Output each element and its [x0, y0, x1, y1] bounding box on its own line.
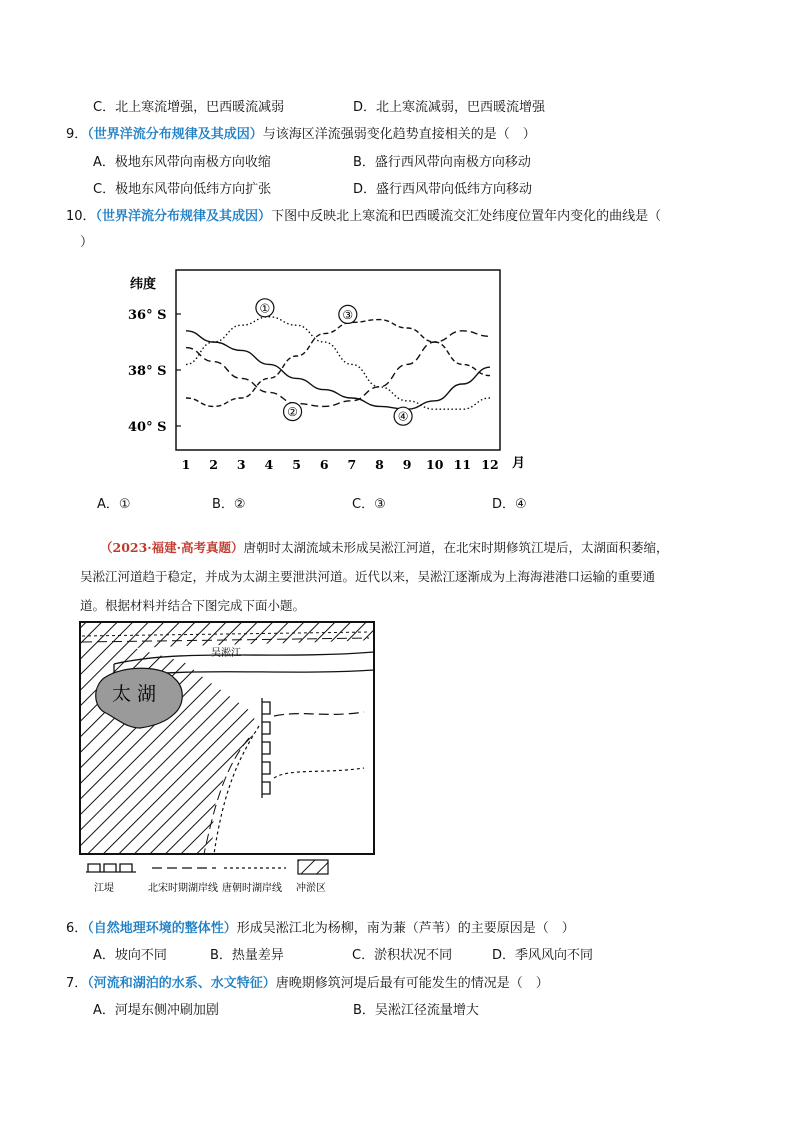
- legend-embankment-symbol: [86, 864, 136, 872]
- q6-option-a: A．坡向不同: [93, 948, 167, 963]
- plot-frame: [176, 270, 500, 450]
- question-7: [66, 972, 549, 991]
- x-tick-label: 3: [236, 457, 246, 472]
- y-axis-label: 纬度: [130, 277, 157, 292]
- legend-silt-symbol: [298, 860, 328, 874]
- question-text: 下图中反映北上寒流和巴西暖流交汇处纬度位置年内变化的曲线是（: [271, 209, 662, 224]
- q10-option-d: D．④: [492, 497, 527, 512]
- q6-option-d: D．季风风向不同: [492, 948, 594, 963]
- x-tick-label: 10: [426, 457, 444, 472]
- question-10-cont: ）: [80, 235, 94, 250]
- x-tick-label: 1: [181, 457, 191, 472]
- question-10: [66, 205, 661, 224]
- question-number: 9．: [66, 127, 88, 142]
- y-tick-label: 36° S: [128, 308, 167, 323]
- q9-option-a: A．极地东风带向南极方向收缩: [93, 155, 271, 170]
- q10-option-c: C．③: [352, 497, 386, 512]
- y-tick-label: 38° S: [128, 364, 167, 379]
- q9-option-b: B．盛行西风带向南极方向移动: [353, 155, 531, 170]
- question-text: 唐晚期修筑河堤后最有可能发生的情况是（ ）: [275, 976, 549, 991]
- series-line-2: [186, 331, 490, 407]
- series-marker-label: ②: [287, 405, 298, 420]
- y-tick-label: 40° S: [128, 420, 167, 435]
- x-tick-label: 8: [375, 457, 384, 472]
- latitude-chart: [120, 262, 540, 482]
- taihu-map: [74, 618, 384, 900]
- lake-label: 太 湖: [112, 683, 157, 705]
- question-text: 形成吴淞江北为杨柳，南为蒹（芦苇）的主要原因是（ ）: [236, 921, 575, 936]
- x-tick-label: 9: [402, 457, 412, 472]
- question-9: [66, 123, 536, 142]
- x-tick-label: 7: [347, 457, 357, 472]
- q6-option-c: C．淤积状况不同: [352, 948, 453, 963]
- question-6: [66, 917, 575, 936]
- legend-tang-shoreline: 唐朝时湖岸线: [222, 883, 282, 894]
- question-text: 与该海区洋流强弱变化趋势直接相关的是（ ）: [262, 127, 536, 142]
- x-tick-label: 5: [292, 457, 301, 472]
- legend-embankment: 江堤: [94, 883, 114, 894]
- series-marker-label: ①: [259, 301, 271, 316]
- series-line-4: [186, 331, 490, 409]
- q7-option-b: B．吴淞江径流量增大: [353, 1003, 479, 1018]
- series-line-1: [186, 317, 490, 409]
- x-tick-label: 2: [209, 457, 218, 472]
- q8-option-c: C．北上寒流增强，巴西暖流减弱: [93, 100, 285, 115]
- legend-song-shoreline: 北宋时期湖岸线: [148, 883, 218, 894]
- series-marker-label: ③: [342, 307, 354, 322]
- q10-option-a: A．①: [97, 497, 131, 512]
- legend-silt-area: 冲淤区: [296, 883, 326, 894]
- intro-line-1: [100, 538, 669, 556]
- q9-option-d: D．盛行西风带向低纬方向移动: [353, 182, 533, 197]
- intro-text: 唐朝时太湖流域未形成吴淞江河道，在北宋时期修筑江堤后，太湖面积萎缩，: [243, 540, 669, 555]
- q7-option-a: A．河堤东侧冲刷加剧: [93, 1003, 219, 1018]
- topic-tag: （世界洋流分布规律及其成因）: [95, 209, 272, 224]
- x-tick-label: 11: [453, 457, 472, 472]
- x-axis-label: 月: [512, 456, 526, 471]
- topic-tag: （河流和湖泊的水系、水文特征）: [87, 976, 276, 991]
- exam-source-tag: （2023·福建·高考真题）: [100, 540, 244, 555]
- x-tick-label: 6: [319, 457, 329, 472]
- intro-line-2: 吴淞江河道趋于稳定，并成为太湖主要泄洪河道。近代以来，吴淞江逐渐成为上海海港港口运输的重要通: [80, 569, 656, 584]
- river-label: 吴淞江: [211, 648, 241, 659]
- q8-option-d: D．北上寒流减弱，巴西暖流增强: [353, 100, 546, 115]
- series-marker-label: ④: [397, 409, 409, 424]
- topic-tag: （自然地理环境的整体性）: [87, 921, 237, 936]
- map-legend: [86, 860, 328, 894]
- x-tick-label: 12: [481, 457, 499, 472]
- question-number: 7．: [66, 976, 88, 991]
- intro-line-3: 道。根据材料并结合下图完成下面小题。: [80, 598, 306, 613]
- q10-option-b: B．②: [212, 497, 246, 512]
- topic-tag: （世界洋流分布规律及其成因）: [87, 127, 263, 142]
- x-tick-label: 4: [264, 457, 274, 472]
- q9-option-c: C．极地东风带向低纬方向扩张: [93, 182, 272, 197]
- q6-option-b: B．热量差异: [210, 948, 284, 963]
- question-number: 10．: [66, 209, 96, 224]
- question-number: 6．: [66, 921, 88, 936]
